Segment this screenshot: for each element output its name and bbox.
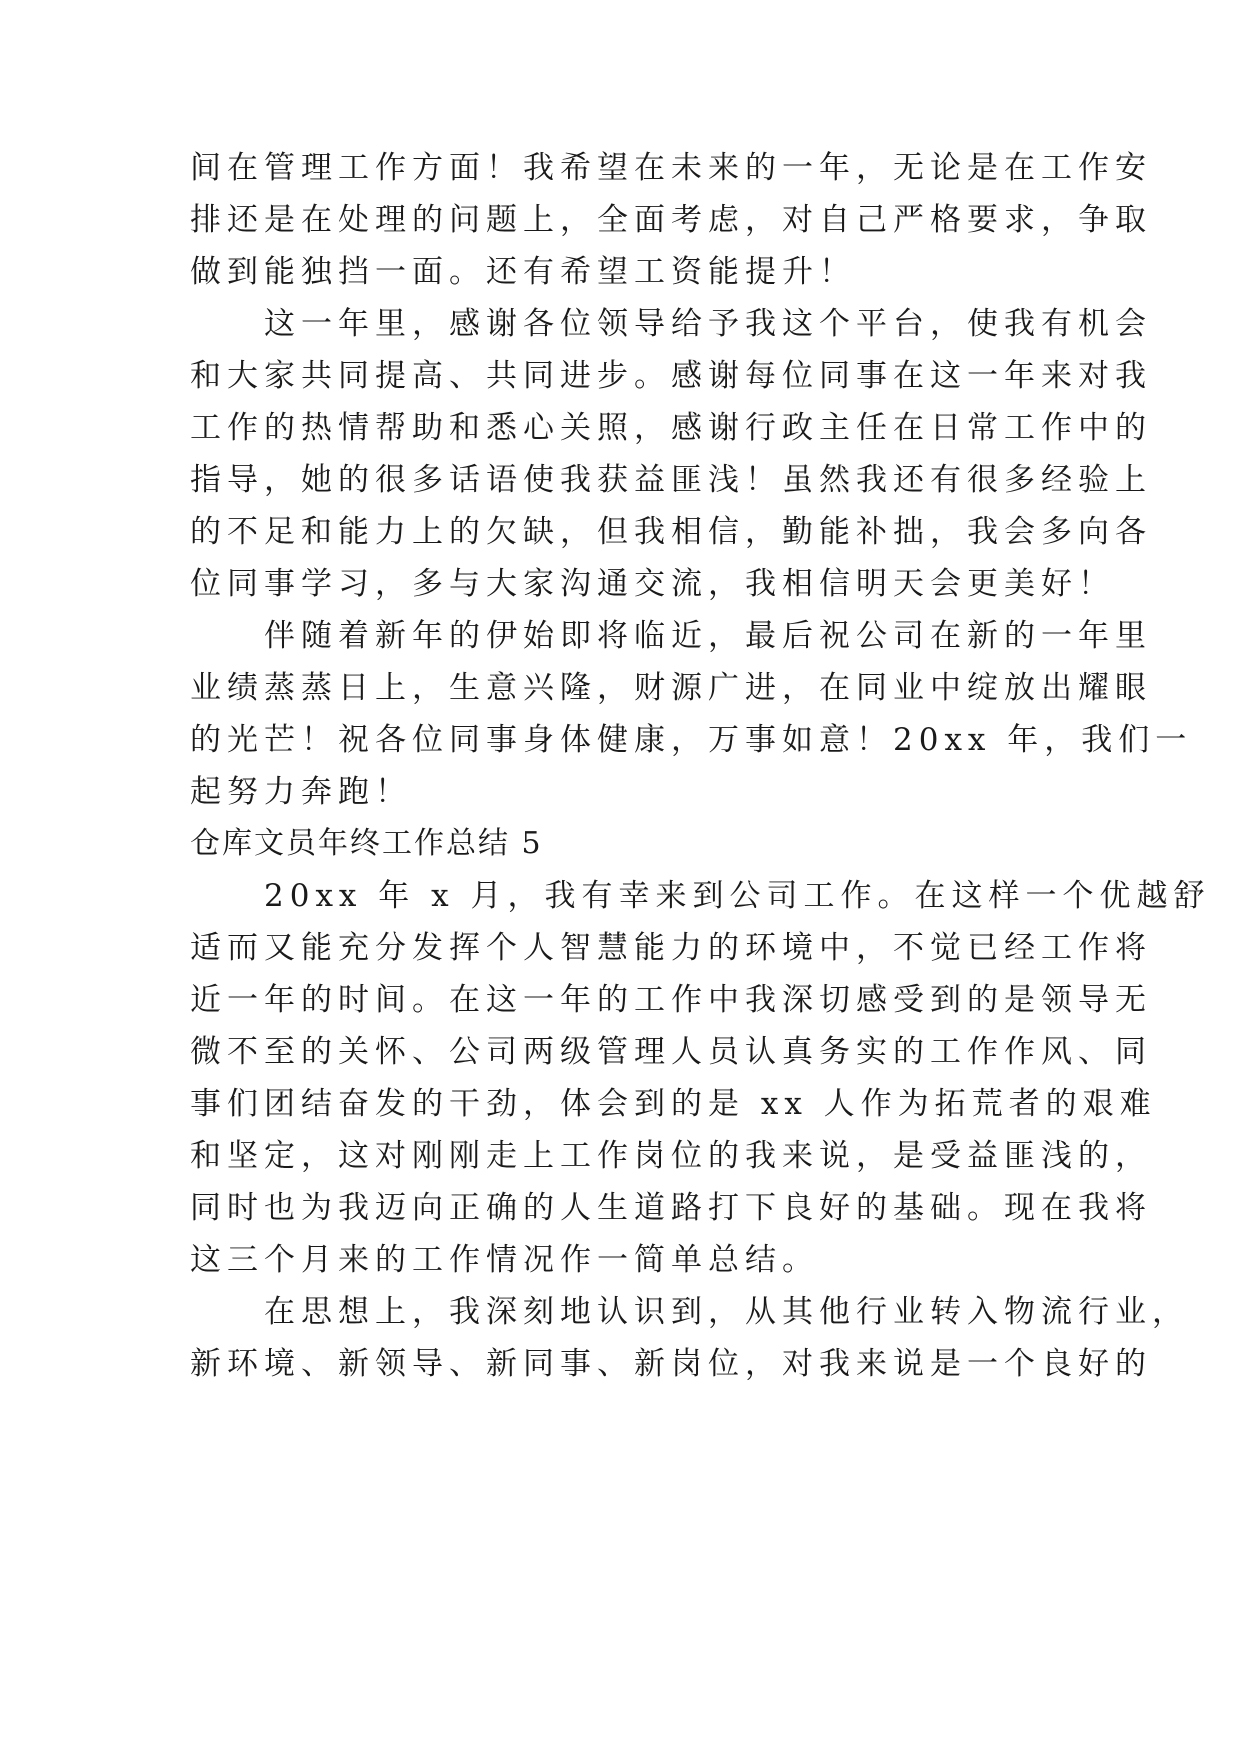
body-text-line: 指导，她的很多话语使我获益匪浅！虽然我还有很多经验上 — [190, 462, 1152, 498]
body-text-line: 间在管理工作方面！我希望在未来的一年，无论是在工作安 — [190, 150, 1152, 186]
body-text-line: 近一年的时间。在这一年的工作中我深切感受到的是领导无 — [190, 982, 1152, 1018]
body-text-line: 和坚定，这对刚刚走上工作岗位的我来说，是受益匪浅的， — [190, 1138, 1152, 1174]
body-text-line: 业绩蒸蒸日上，生意兴隆，财源广进，在同业中绽放出耀眼 — [190, 670, 1152, 706]
section-heading: 仓库文员年终工作总结 5 — [190, 826, 543, 861]
body-text-line: 排还是在处理的问题上，全面考虑，对自己严格要求，争取 — [190, 202, 1152, 238]
body-text-line: 同时也为我迈向正确的人生道路打下良好的基础。现在我将 — [190, 1190, 1152, 1226]
body-text-line: 在思想上，我深刻地认识到，从其他行业转入物流行业， — [190, 1294, 1189, 1330]
body-text-line: 做到能独挡一面。还有希望工资能提升！ — [190, 254, 856, 290]
body-text-line: 和大家共同提高、共同进步。感谢每位同事在这一年来对我 — [190, 358, 1152, 394]
body-text-line: 工作的热情帮助和悉心关照，感谢行政主任在日常工作中的 — [190, 410, 1152, 446]
body-text-line: 的光芒！祝各位同事身体健康，万事如意！20xx 年，我们一 — [190, 722, 1193, 758]
body-text-line: 新环境、新领导、新同事、新岗位，对我来说是一个良好的 — [190, 1346, 1152, 1382]
body-text-line: 这三个月来的工作情况作一简单总结。 — [190, 1242, 819, 1278]
body-text-line: 这一年里，感谢各位领导给予我这个平台，使我有机会 — [190, 306, 1152, 342]
body-text-line: 伴随着新年的伊始即将临近，最后祝公司在新的一年里 — [190, 618, 1152, 654]
body-text-line: 位同事学习，多与大家沟通交流，我相信明天会更美好！ — [190, 566, 1115, 602]
body-text-line: 起努力奔跑！ — [190, 774, 412, 810]
body-text-line: 微不至的关怀、公司两级管理人员认真务实的工作作风、同 — [190, 1034, 1152, 1070]
body-text-line: 适而又能充分发挥个人智慧能力的环境中，不觉已经工作将 — [190, 930, 1152, 966]
body-text-line: 20xx 年 x 月，我有幸来到公司工作。在这样一个优越舒 — [190, 878, 1211, 914]
body-text-line: 事们团结奋发的干劲，体会到的是 xx 人作为拓荒者的艰难 — [190, 1086, 1157, 1122]
body-text-line: 的不足和能力上的欠缺，但我相信，勤能补拙，我会多向各 — [190, 514, 1152, 550]
